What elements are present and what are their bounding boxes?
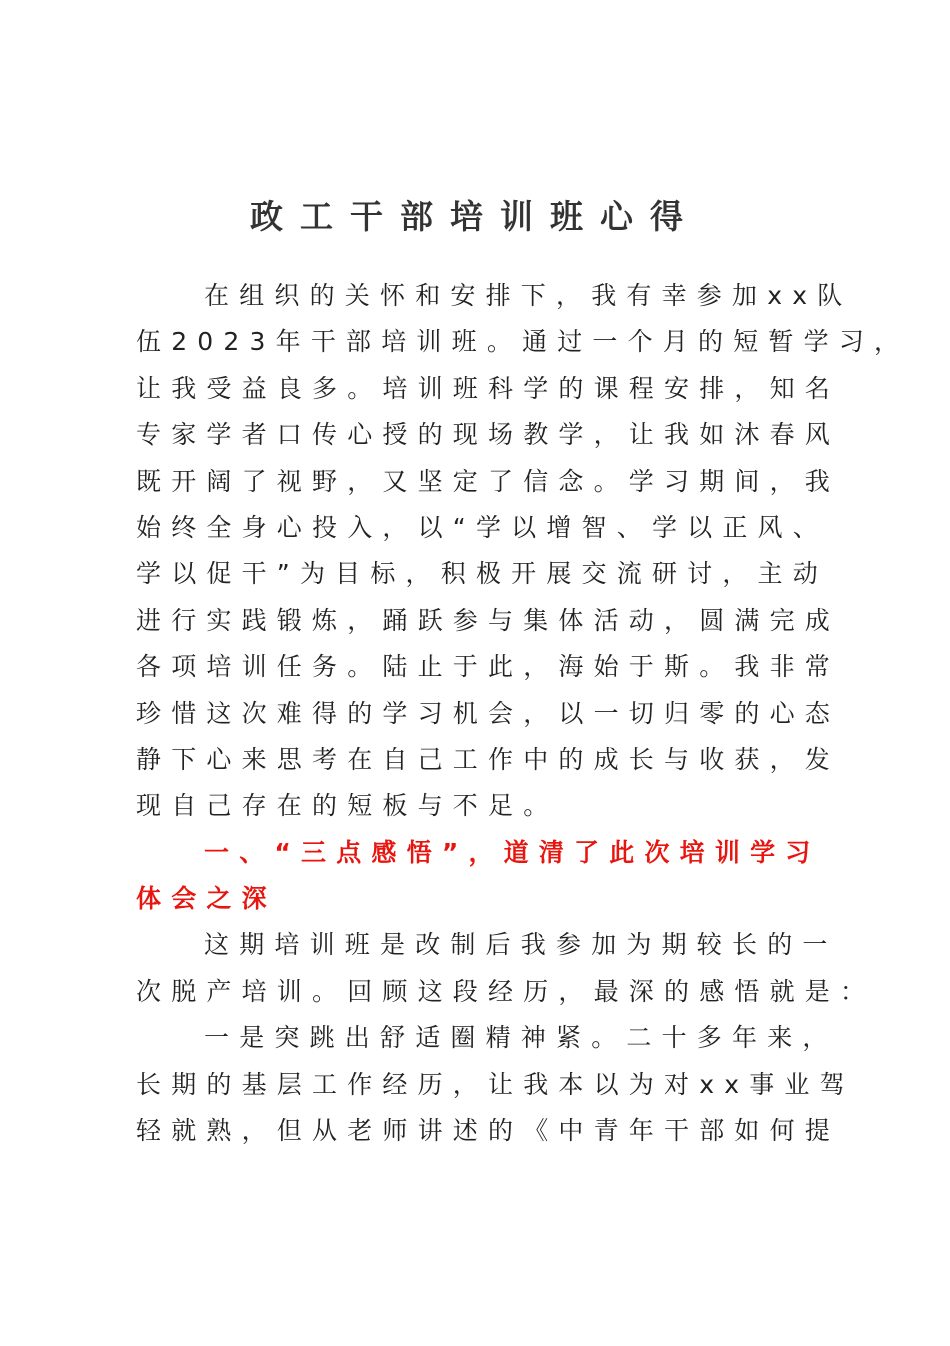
text-line: 长期的基层工作经历，让我本以为对xx事业驾 [136, 1069, 855, 1099]
text-line: 学以促干”为目标，积极开展交流研讨，主动 [136, 559, 828, 589]
heading-line: 体会之深 [136, 884, 277, 914]
heading-line: 一、“三点感悟”，道清了此次培训学习 [204, 837, 821, 867]
text-line: 珍惜这次难得的学习机会，以一切归零的心态 [136, 698, 841, 728]
text-line: 伍2023年干部培训班。通过一个月的短暂学习， [136, 327, 910, 357]
text-line: 次脱产培训。回顾这段经历，最深的感悟就是： [136, 976, 876, 1006]
paragraph-2 [136, 922, 876, 1015]
text-line: 始终全身心投入，以“学以增智、学以正风、 [136, 512, 828, 542]
intro-paragraph [136, 273, 910, 830]
text-line: 现自己存在的短板与不足。 [136, 791, 559, 821]
text-line: 进行实践锻炼，踊跃参与集体活动，圆满完成 [136, 605, 841, 635]
text-line: 各项培训任务。陆止于此，海始于斯。我非常 [136, 652, 841, 682]
document-body [136, 273, 910, 1154]
document-title: 政工干部培训班心得 [250, 197, 700, 236]
text-line: 既开阔了视野，又坚定了信念。学习期间，我 [136, 466, 841, 496]
text-line: 这期培训班是改制后我参加为期较长的一 [204, 930, 838, 960]
paragraph-3 [136, 1015, 855, 1154]
text-line: 在组织的关怀和安排下，我有幸参加xx队 [204, 281, 853, 310]
text-line: 让我受益良多。培训班科学的课程安排，知名 [136, 373, 841, 403]
section-heading [136, 830, 821, 923]
text-line: 轻就熟，但从老师讲述的《中青年干部如何提 [136, 1116, 841, 1146]
text-line: 静下心来思考在自己工作中的成长与收获，发 [136, 744, 841, 774]
text-line: 专家学者口传心授的现场教学，让我如沐春风 [136, 420, 841, 450]
text-line: 一是突跳出舒适圈精神紧。二十多年来， [204, 1023, 838, 1053]
